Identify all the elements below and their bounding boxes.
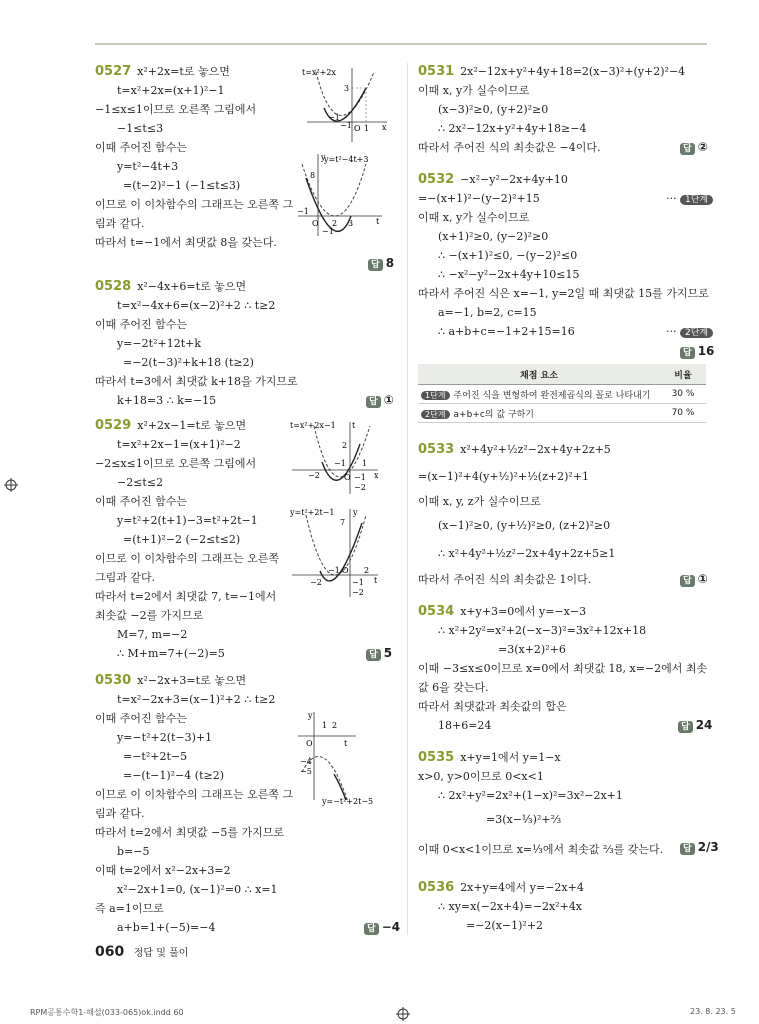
problem-0530-line-2: t=x²−2x+3=(x−1)²+2 ∴ t≥2 [117,693,276,706]
problem-number: 0530 [95,673,132,688]
svg-text:−2: −2 [352,588,364,597]
svg-text:7: 7 [340,518,346,527]
problem-0535-line-2: x>0, y>0이므로 0<x<1 [418,770,544,783]
problem-0533-line-5: ∴ x²+4y²+½z²−2x+4y+2z+5≥1 [438,547,616,560]
problem-0529-line-3: −2≤x≤1이므로 오른쪽 그림에서 [95,457,257,470]
problem-0529-line-13: ∴ M+m=7+(−2)=5 [117,647,225,660]
problem-0534-line-7: 18+6=24 [438,719,492,732]
answer-badge-0532: 답 16 [680,344,714,359]
answer-badge-0531: 답 ② [680,140,708,155]
problem-number: 0532 [418,172,455,187]
table-row: 2단계 a+b+c의 값 구하기 70 % [418,404,706,423]
problem-0530-line-8: 림과 같다. [95,807,145,820]
answer-tag-icon: 답 [680,347,695,359]
problem-0527-line-8: 이므로 이 이차함수의 그래프는 오른쪽 그 [95,198,294,211]
svg-text:8: 8 [310,171,316,180]
problem-0528-line-7: k+18=3 ∴ k=−15 [117,394,217,407]
problem-0534-line-5: 값 6을 갖는다. [418,681,489,694]
problem-0528-line-2: t=x²−4x+6=(x−2)²+2 ∴ t≥2 [117,299,276,312]
graph-label: y=t²+2t−1 [290,508,335,517]
table-header-criteria: 채점 요소 [418,364,660,385]
problem-0530-line-1: 0530 x²−2x+3=t로 놓으면 [95,673,247,688]
problem-number: 0535 [418,750,455,765]
problem-0532-line-8: a=−1, b=2, c=15 [438,306,537,319]
problem-number: 0527 [95,64,132,79]
answer-badge-0534: 답 24 [678,718,712,733]
answer-tag-icon: 답 [368,259,383,271]
problem-0531-line-3: (x−3)²≥0, (y+2)²≥0 [438,103,549,116]
problem-0527-line-6: y=t²−4t+3 [117,160,179,173]
problem-number: 0529 [95,418,132,433]
graph-label: y=−t²+2t−5 [322,797,374,806]
svg-text:t: t [344,739,348,748]
problem-0531-line-2: 이때 x, y가 실수이므로 [418,84,530,97]
problem-0529-line-10: 따라서 t=2에서 최댓값 7, t=−1에서 [95,590,277,603]
answer-badge-0527: 답 8 [368,256,394,271]
problem-0530-line-10: b=−5 [117,845,150,858]
graph-0529-y-of-t [290,505,382,600]
problem-0529-line-12: M=7, m=−2 [117,628,188,641]
svg-text:O: O [344,473,351,482]
problem-0528-line-4: y=−2t²+12t+k [117,337,201,350]
problem-0533-line-6: 따라서 주어진 식의 최솟값은 1이다. [418,573,592,586]
top-rule [95,43,707,45]
svg-text:x: x [382,123,387,132]
answer-tag-icon: 답 [364,923,379,935]
answer-badge-0530: 답 −4 [364,920,400,935]
page-footer-label: 정답 및 풀이 [133,948,189,959]
answer-badge-0533: 답 ① [680,572,708,587]
svg-text:2: 2 [332,219,338,228]
problem-0536-line-3: =−2(x−1)²+2 [466,919,544,932]
problem-0530-line-6: =−(t−1)²−4 (t≥2) [123,769,224,782]
problem-0532-line-6: ∴ −x²−y²−2x+4y+10≤15 [438,268,580,281]
page-number: 060 [95,944,125,960]
problem-0528-line-1: 0528 x²−4x+6=t로 놓으면 [95,279,247,294]
problem-0534-line-1: 0534 x+y+3=0에서 y=−x−3 [418,604,587,619]
problem-0530-line-12: x²−2x+1=0, (x−1)²=0 ∴ x=1 [117,883,278,896]
svg-text:1: 1 [322,721,328,730]
problem-0527-line-1: 0527 x²+2x=t로 놓으면 [95,64,230,79]
problem-number: 0531 [418,64,455,79]
svg-text:−1: −1 [340,121,352,130]
graph-label: t=x²+2x−1 [290,421,336,430]
graph-0530-y-of-t [296,708,388,808]
svg-text:x: x [374,471,379,480]
svg-text:y: y [308,711,313,720]
problem-0529-line-1: 0529 x²+2x−1=t로 놓으면 [95,418,247,433]
answer-badge-0528: 답 ① [366,393,394,408]
problem-0529-line-7: =(t+1)²−2 (−2≤t≤2) [123,533,241,546]
problem-0530-line-3: 이때 주어진 함수는 [95,712,188,725]
problem-number: 0533 [418,442,455,457]
svg-text:−1: −1 [328,113,340,122]
svg-text:1: 1 [364,124,370,133]
svg-text:−2: −2 [310,578,322,587]
answer-tag-icon: 답 [680,575,695,587]
answer-tag-icon: 답 [366,649,381,661]
svg-text:−4: −4 [300,757,312,766]
problem-0531-line-1: 0531 2x²−12x+y²+4y+18=2(x−3)²+(y+2)²−4 [418,64,686,79]
svg-text:t: t [376,217,380,226]
problem-0527-line-7: =(t−2)²−1 (−1≤t≤3) [123,179,241,192]
problem-0529-line-5: 이때 주어진 함수는 [95,495,188,508]
table-row: 1단계 주어진 식을 변형하여 완전제곱식의 꼴로 나타내기 30 % [418,385,706,404]
svg-text:−5: −5 [300,767,312,776]
graph-label: t=x²+2x [302,68,336,77]
problem-0527-line-4: −1≤t≤3 [117,122,164,135]
problem-0532-line-1: 0532 −x²−y²−2x+4y+10 [418,172,568,187]
svg-text:−1: −1 [352,578,364,587]
svg-text:−1: −1 [322,227,334,236]
answer-badge-0535: 답 2/3 [680,840,719,855]
svg-text:1: 1 [362,459,368,468]
registration-mark-icon [4,478,18,492]
problem-0533-line-4: (x−1)²≥0, (y+½)²≥0, (z+2)²≥0 [438,519,611,532]
problem-0533-line-3: 이때 x, y, z가 실수이므로 [418,495,541,508]
problem-0529-line-9: 그림과 같다. [95,571,156,584]
problem-number: 0528 [95,279,132,294]
problem-0528-line-6: 따라서 t=3에서 최댓값 k+18을 가지므로 [95,375,298,388]
svg-text:−2: −2 [308,471,320,480]
problem-0532-line-5: ∴ −(x+1)²≤0, −(y−2)²≤0 [438,249,578,262]
graph-0529-t-of-x [290,418,382,496]
problem-0528-line-5: =−2(t−3)²+k+18 (t≥2) [123,356,254,369]
svg-text:t: t [374,576,378,585]
svg-text:O: O [312,219,319,228]
problem-0530-line-9: 따라서 t=2에서 최댓값 −5를 가지므로 [95,826,284,839]
problem-0530-line-11: 이때 t=2에서 x²−2x+3=2 [95,864,231,877]
problem-0527-line-2: t=x²+2x=(x+1)²−1 [117,84,225,97]
problem-0529-line-11: 최솟값 −2를 가지므로 [95,609,204,622]
svg-text:−2: −2 [354,483,366,492]
svg-text:y: y [321,153,326,162]
graph-label: y=t²−4t+3 [324,155,369,164]
svg-text:−1: −1 [354,473,366,482]
print-slug-date: 23. 8. 23. 5 [690,1007,736,1016]
answer-tag-icon: 답 [680,843,695,855]
problem-0529-line-6: y=t²+2(t+1)−3=t²+2t−1 [117,514,258,527]
answer-badge-0529: 답 5 [366,646,392,661]
problem-0535-line-1: 0535 x+y=1에서 y=1−x [418,750,561,765]
problem-0527-line-3: −1≤x≤1이므로 오른쪽 그림에서 [95,103,257,116]
problem-0532-line-9: ∴ a+b+c=−1+2+15=16 [438,325,575,338]
problem-0535-line-4: =3(x−⅓)²+⅔ [486,813,562,826]
problem-0529-line-8: 이므로 이 이차함수의 그래프는 오른쪽 [95,552,280,565]
registration-mark-icon [396,1007,410,1021]
problem-0532-line-7: 따라서 주어진 식은 x=−1, y=2일 때 최댓값 15를 가지므로 [418,287,709,300]
problem-0534-line-6: 따라서 최댓값과 최솟값의 합은 [418,700,567,713]
problem-0532-line-2: =−(x+1)²−(y−2)²+15 [418,192,540,205]
problem-0528-line-3: 이때 주어진 함수는 [95,318,188,331]
problem-0527-line-10: 따라서 t=−1에서 최댓값 8을 갖는다. [95,236,277,249]
svg-text:2: 2 [364,566,370,575]
problem-0534-line-2: ∴ x²+2y²=x²+2(−x−3)²=3x²+12x+18 [438,624,647,637]
svg-text:O: O [342,566,349,575]
problem-0536-line-1: 0536 2x+y=4에서 y=−2x+4 [418,880,584,895]
svg-text:−1: −1 [328,566,340,575]
svg-text:−1: −1 [297,207,309,216]
svg-text:y: y [353,508,358,517]
graph-0527-t-of-x [302,64,392,144]
svg-text:O: O [306,739,313,748]
svg-text:2: 2 [342,441,348,450]
answer-tag-icon: 답 [680,143,695,155]
problem-0533-line-2: =(x−1)²+4(y+½)²+½(z+2)²+1 [418,470,590,483]
problem-0536-line-2: ∴ xy=x(−2x+4)=−2x²+4x [438,900,583,913]
scoring-table [418,364,706,423]
table-header-ratio: 비율 [660,364,706,385]
problem-0530-line-14: a+b=1+(−5)=−4 [117,921,216,934]
svg-text:2: 2 [332,721,338,730]
svg-text:3: 3 [344,84,350,93]
svg-text:−1: −1 [334,459,346,468]
problem-number: 0536 [418,880,455,895]
problem-0531-line-5: 따라서 주어진 식의 최솟값은 −4이다. [418,141,601,154]
page-footer [95,944,188,960]
step-marker-2: ··· 2단계 [666,324,713,341]
problem-0529-line-2: t=x²+2x−1=(x+1)²−2 [117,438,241,451]
problem-0530-line-13: 즉 a=1이므로 [95,902,164,915]
problem-0534-line-3: =3(x+2)²+6 [498,643,566,656]
answer-tag-icon: 답 [678,721,693,733]
graph-0527-y-of-t [296,150,386,238]
problem-0530-line-5: =−t²+2t−5 [123,750,188,763]
problem-number: 0534 [418,604,455,619]
problem-0532-line-4: (x+1)²≥0, (y−2)²≥0 [438,230,549,243]
problem-0531-line-4: ∴ 2x²−12x+y²+4y+18≥−4 [438,122,587,135]
answer-tag-icon: 답 [366,396,381,408]
problem-0535-line-3: ∴ 2x²+y²=2x²+(1−x)²=3x²−2x+1 [438,789,623,802]
svg-text:3: 3 [348,219,354,228]
problem-0535-line-5: 이때 0<x<1이므로 x=⅓에서 최솟값 ⅔를 갖는다. [418,843,664,856]
problem-0529-line-4: −2≤t≤2 [117,476,164,489]
problem-0534-line-4: 이때 −3≤x≤0이므로 x=0에서 최댓값 18, x=−2에서 최솟 [418,662,708,675]
svg-text:O: O [354,124,361,133]
problem-0527-line-5: 이때 주어진 함수는 [95,141,188,154]
problem-0532-line-3: 이때 x, y가 실수이므로 [418,211,530,224]
problem-0533-line-1: 0533 x²+4y²+½z²−2x+4y+2z+5 [418,442,611,457]
print-slug-file: RPM공통수학1-해설(033-065)ok.indd 60 [30,1008,184,1017]
problem-0530-line-4: y=−t²+2(t−3)+1 [117,731,213,744]
problem-0530-line-7: 이므로 이 이차함수의 그래프는 오른쪽 그 [95,788,294,801]
column-divider [407,63,408,935]
svg-text:t: t [352,421,356,430]
step-marker-1: ··· 1단계 [666,191,713,208]
problem-0527-line-9: 림과 같다. [95,217,145,230]
